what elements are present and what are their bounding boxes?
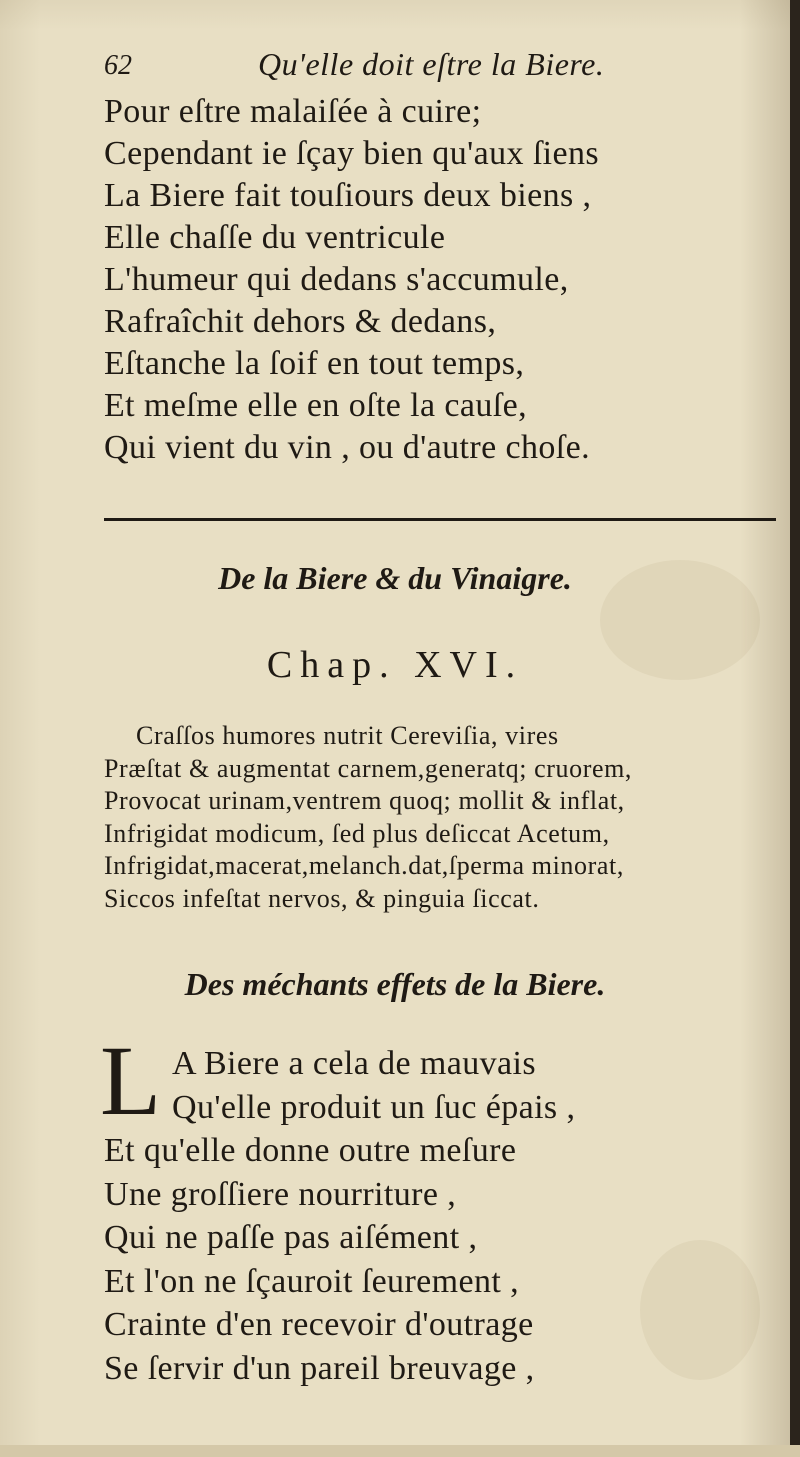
verse-line: Qui vient du vin , ou d'autre choſe. — [104, 429, 591, 466]
verse-line: Cependant ie ſçay bien qu'aux ſiens — [104, 135, 600, 172]
drop-cap: L — [100, 1025, 162, 1136]
page-number: 62 — [104, 50, 132, 81]
verse-line: Une groſſiere nourriture , — [104, 1175, 457, 1213]
verse-line: Se ſervir d'un pareil breuvage , — [104, 1349, 535, 1387]
paper-stain — [640, 1240, 760, 1380]
page-bottom-edge — [0, 1445, 800, 1457]
latin-line: Siccos infeſtat nervos, & pinguia ſiccat. — [104, 883, 540, 913]
verse-line: Qui ne paſſe pas aiſément , — [104, 1219, 478, 1256]
chapter-heading: Chap. XVI. — [266, 644, 524, 686]
verse-line: A Biere a cela de mauvais — [172, 1045, 537, 1082]
verse-line: Et meſme elle en oſte la cauſe, — [104, 387, 528, 424]
verse-line: La Biere fait touſiours deux biens , — [104, 177, 592, 214]
french-verse-bottom — [104, 1042, 575, 1390]
verse-line: Et l'on ne ſçauroit ſeurement , — [104, 1262, 520, 1300]
book-spine-shadow — [790, 0, 800, 1457]
section-divider — [104, 518, 776, 521]
verse-line: Rafraîchit dehors & dedans, — [104, 303, 497, 340]
latin-line: Provocat urinam,ventrem quoq; mollit & inflat, — [104, 786, 625, 815]
verse-line: Qu'elle produit un ſuc épais , — [172, 1088, 576, 1126]
verse-line: Eſtanche la ſoif en tout temps, — [104, 345, 525, 382]
latin-verse — [104, 720, 632, 915]
latin-line: Infrigidat,macerat,melanch.dat,ſperma minorat, — [104, 851, 624, 880]
verse-line: Crainte d'en recevoir d'outrage — [104, 1306, 534, 1343]
verse-line: L'humeur qui dedans s'accumule, — [104, 261, 569, 298]
running-head: Qu'elle doit eſtre la Biere. — [258, 46, 605, 82]
verse-line: Et qu'elle donne outre meſure — [104, 1132, 517, 1169]
latin-line: Infrigidat modicum, ſed plus deſiccat Acetum, — [104, 818, 610, 848]
french-verse-top — [104, 91, 599, 469]
page-header — [104, 46, 704, 86]
section-title: De la Biere & du Vinaigre. — [218, 560, 572, 596]
latin-line: Craſſos humores nutrit Cereviſia, vires — [136, 721, 559, 750]
section-title: Des méchants effets de la Biere. — [184, 966, 606, 1002]
verse-line: Pour eſtre malaiſée à cuire; — [104, 93, 482, 130]
latin-line: Præſtat & augmentat carnem,generatq; cruorem, — [104, 753, 633, 783]
verse-line: Elle chaſſe du ventricule — [104, 219, 446, 256]
